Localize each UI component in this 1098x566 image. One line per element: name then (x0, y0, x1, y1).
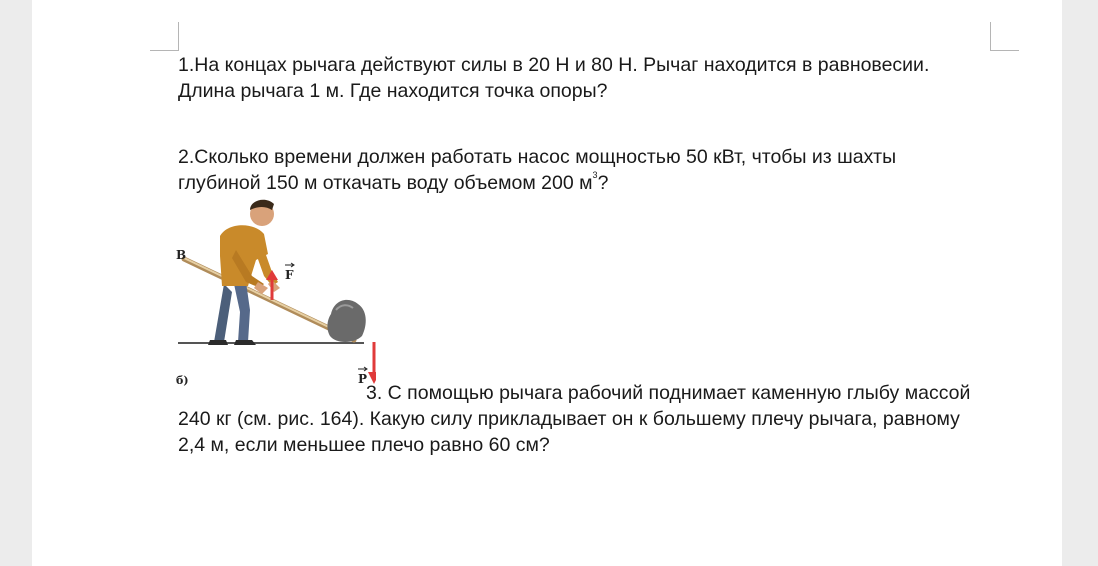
right-shoe (234, 340, 256, 345)
left-shoe (208, 340, 228, 345)
lever-worker-figure (176, 192, 376, 392)
problem-3-text (178, 380, 978, 458)
document-page (32, 0, 1062, 566)
problem-3-body: 3. С помощью рычага рабочий поднимает каменную глыбу массой 240 кг (см. рис. 164). Какую силу прикладывает он к большему плечу рычага, равному 2,4 м, если меньшее плечо равно 60 см? (178, 382, 971, 456)
problem-1-text: 1.На концах рычага действуют силы в 20 Н и 80 Н. Рычаг находится в равновесии. Длина рычага 1 м. Где находится точка опоры? (178, 54, 930, 102)
left-leg (214, 284, 232, 342)
cubic-exponent: 3 (592, 170, 598, 180)
problem-2-text (178, 144, 978, 196)
lever-illustration (176, 192, 376, 392)
problem-2-body: 2.Сколько времени должен работать насос мощностью 50 кВт, чтобы из шахты глубиной 150 м откачать воду объемом 200 м (178, 146, 897, 194)
page-margin-corner-top-left (150, 22, 179, 51)
page-margin-corner-top-right (990, 22, 1019, 51)
force-f-label: F (285, 268, 294, 282)
force-p-label: P (358, 372, 368, 386)
problem-2-end: ? (597, 172, 609, 194)
point-b-label: B (176, 248, 187, 262)
figure-caption: б) (176, 374, 189, 387)
